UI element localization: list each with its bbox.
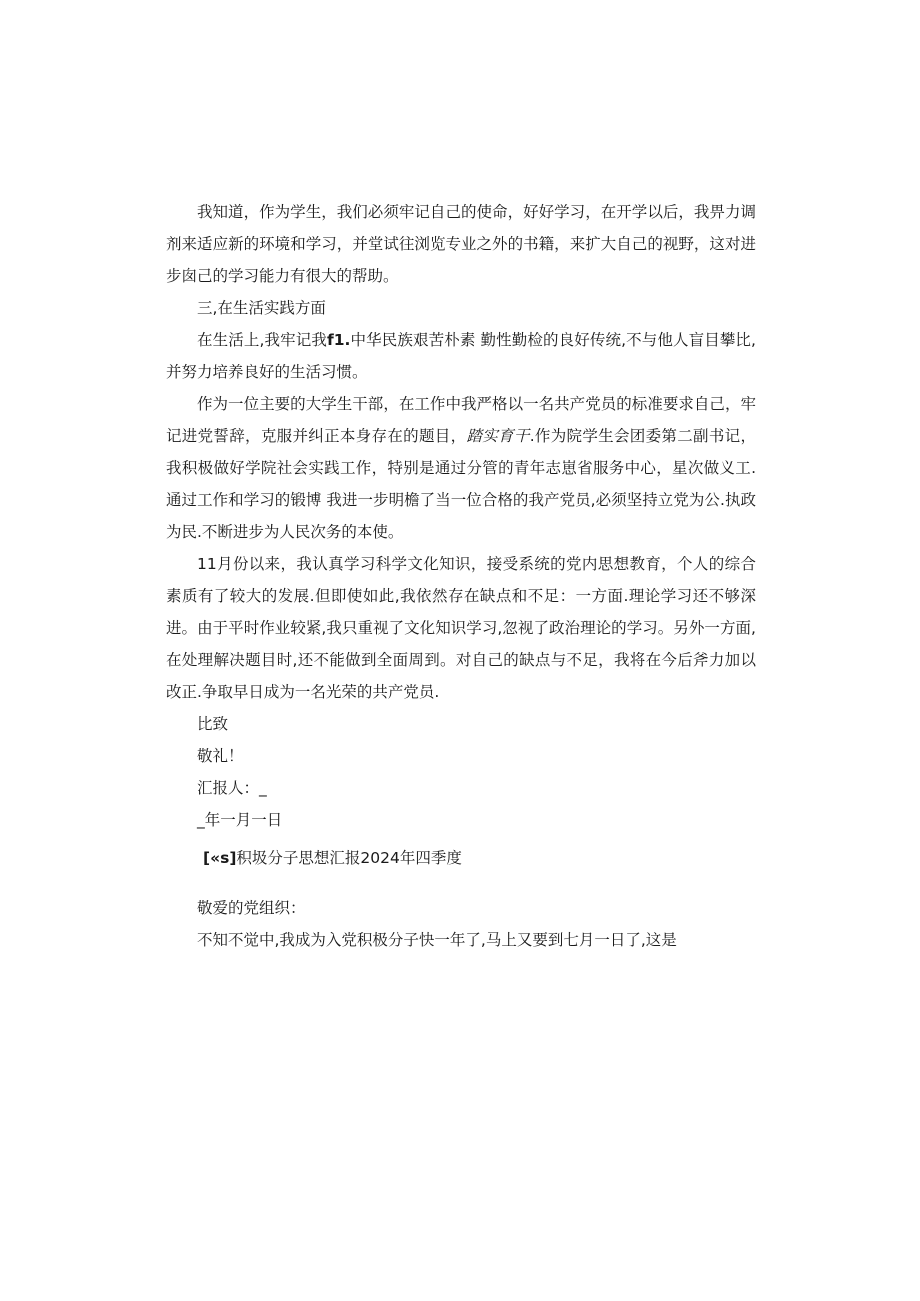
section-heading-life-practice: 三,在生活实践方面 [197,299,326,317]
paragraph-work-part-a: 作为一位主要的大学生干部，在工作中我严格以一名共产党员的标准要求自己，牢记进党誓辞，克服并纠正本身存在的题目， [166,395,756,445]
paragraph-life-part-c: 中华民族艰苦朴素 勤性勤检的良好传统,不与他人盲目攀比,并努力培养良好的生活习惯。 [166,331,756,381]
paragraph-opening: 不知不觉中,我成为入党积极分子快一年了,马上又要到七月一日了,这是 [197,931,677,949]
paragraph-work-part-b: .作为院学生会团委第二副书记，我积极做好学院社会实践工作，特别是通过分管的青年志崽省服务中心，星次做义工.通过工作和学习的锻博 我进一步明檐了当一位合格的我产党员,必须坚持立党为公.执政为民.不断进步为人民次务的本使。 [166,427,756,541]
document-page [166,196,756,956]
reporter-line: 汇报人：_ [197,779,267,797]
paragraph-life-part-a: 在生活上,我牢记我 [197,331,327,349]
section-title-text: 积圾分子思想汇报2024年四季度 [236,849,462,867]
paragraph-life-part-b: f1. [326,331,351,349]
salutation: 敬爱的党组织： [197,899,306,917]
paragraph-study: 我知道，作为学生，我们必须牢记自己的使命，好好学习，在开学以后，我畀力调剂来适应新的环境和学习，并堂试往浏览专业之外的书籍，来扩大自己的视野，这对进步囱己的学习能力有很大的帮助。 [166,203,756,285]
closing-line-2: 敬礼！ [197,747,244,765]
paragraph-work-emphasis: 踏实育干 [466,427,530,445]
date-line: _年一月一日 [197,811,283,829]
paragraph-work [166,388,756,548]
section-title-q4-report [166,842,756,874]
section-title-mark: [«s] [203,849,237,867]
closing-line-1: 比致 [197,715,229,733]
paragraph-life [166,324,756,388]
spacer [166,874,756,892]
paragraph-self-review: 11月份以来，我认真学习科学文化知识，接受系统的党内思想教育，个人的综合素质有了较大的发展.但即使如此,我依然存在缺点和不足：一方面.理论学习还不够深进。由于平时作业较紧,我只重视了文化知识学习,忽视了政治理论的学习。另外一方面,在处理解决题目时,还不能做到全面周到。对自己的缺点与不足，我将在今后斧力加以改正.争取早日成为一名光荣的共产党员. [166,555,756,701]
